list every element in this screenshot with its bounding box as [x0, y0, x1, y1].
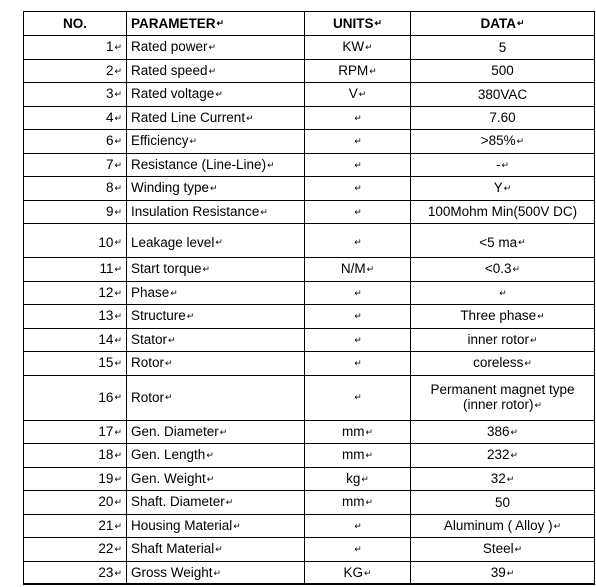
table-row: [24, 420, 595, 444]
paragraph-mark-icon: ↵: [365, 426, 374, 437]
parameter-cell: Rated Line Current↵: [127, 106, 305, 130]
parameter-cell: Gen. Length↵: [127, 444, 305, 468]
paragraph-mark-icon: ↵: [114, 159, 122, 170]
paragraph-mark-icon: ↵: [114, 450, 122, 461]
parameter-cell: Rated speed↵: [127, 59, 305, 83]
paragraph-mark-icon: ↵: [260, 206, 268, 217]
data-cell: 500: [411, 59, 595, 83]
paragraph-mark-icon: ↵: [514, 544, 523, 555]
table-row: [24, 177, 595, 201]
row-number: 3↵: [24, 83, 127, 107]
units-cell: RPM↵: [305, 59, 411, 83]
paragraph-mark-icon: ↵: [363, 567, 372, 578]
units-cell: [305, 130, 411, 154]
parameter-cell: Phase↵: [127, 281, 305, 305]
paragraph-mark-icon: ↵: [369, 65, 377, 76]
paragraph-mark-icon: ↵: [114, 358, 122, 369]
paragraph-mark-icon: ↵: [114, 112, 122, 123]
paragraph-mark-icon: ↵: [358, 89, 367, 100]
paragraph-mark-icon: ↵: [233, 520, 241, 531]
paragraph-mark-icon: ↵: [114, 237, 122, 248]
units-cell: [305, 328, 411, 352]
row-number: 19↵: [24, 467, 127, 491]
paragraph-mark-icon: ↵: [365, 42, 373, 53]
paragraph-mark-icon: ↵: [354, 358, 362, 369]
paragraph-mark-icon: ↵: [114, 183, 122, 194]
paragraph-mark-icon: ↵: [114, 42, 122, 53]
paragraph-mark-icon: ↵: [208, 42, 217, 53]
parameter-cell: Stator↵: [127, 328, 305, 352]
parameter-cell: Winding type↵: [127, 177, 305, 201]
paragraph-mark-icon: ↵: [354, 287, 362, 298]
data-cell: Aluminum ( Alloy )↵: [411, 514, 595, 538]
paragraph-mark-icon: ↵: [114, 136, 122, 147]
units-cell: mm↵: [305, 420, 411, 444]
paragraph-mark-icon: ↵: [208, 65, 217, 76]
paragraph-mark-icon: ↵: [213, 567, 222, 578]
paragraph-mark-icon: ↵: [267, 159, 275, 170]
paragraph-mark-icon: ↵: [354, 159, 362, 170]
data-cell: coreless↵: [411, 352, 595, 376]
paragraph-mark-icon: ↵: [529, 334, 538, 345]
header-row: [24, 12, 595, 36]
table-row: [24, 224, 595, 258]
paragraph-mark-icon: ↵: [114, 567, 122, 578]
row-number: 18↵: [24, 444, 127, 468]
paragraph-mark-icon: ↵: [189, 136, 198, 147]
paragraph-mark-icon: ↵: [354, 183, 362, 194]
paragraph-mark-icon: ↵: [168, 334, 176, 345]
data-cell: >85%↵: [411, 130, 595, 154]
parameter-cell: Leakage level↵: [127, 224, 305, 258]
parameter-cell: Rotor↵: [127, 352, 305, 376]
table-row: [24, 514, 595, 538]
table-row: [24, 130, 595, 154]
paragraph-mark-icon: ↵: [215, 89, 223, 100]
paragraph-mark-icon: ↵: [354, 544, 362, 555]
paragraph-mark-icon: ↵: [210, 183, 218, 194]
paragraph-mark-icon: ↵: [165, 392, 173, 403]
paragraph-mark-icon: ↵: [512, 264, 521, 275]
header-data: DATA↵: [411, 12, 595, 36]
paragraph-mark-icon: ↵: [219, 426, 228, 437]
data-cell: 5: [411, 36, 595, 60]
row-number: 23↵: [24, 561, 127, 585]
paragraph-mark-icon: ↵: [186, 311, 195, 322]
paragraph-mark-icon: ↵: [206, 473, 215, 484]
paragraph-mark-icon: ↵: [354, 237, 362, 248]
paragraph-mark-icon: ↵: [365, 497, 374, 508]
paragraph-mark-icon: ↵: [114, 206, 122, 217]
row-number: 20↵: [24, 491, 127, 515]
table-row: [24, 281, 595, 305]
row-number: 4↵: [24, 106, 127, 130]
paragraph-mark-icon: ↵: [510, 426, 519, 437]
paragraph-mark-icon: ↵: [202, 264, 211, 275]
paragraph-mark-icon: ↵: [354, 206, 362, 217]
spec-table-body: [24, 36, 595, 585]
paragraph-mark-icon: ↵: [553, 520, 562, 531]
row-number: 11↵: [24, 258, 127, 282]
row-number: 16↵: [24, 375, 127, 420]
table-row: [24, 467, 595, 491]
parameter-cell: Insulation Resistance↵: [127, 200, 305, 224]
row-number: 2↵: [24, 59, 127, 83]
parameter-cell: Shaft. Diameter↵: [127, 491, 305, 515]
paragraph-mark-icon: ↵: [225, 497, 234, 508]
parameter-cell: Rotor↵: [127, 375, 305, 420]
table-row: [24, 305, 595, 329]
row-number: 17↵: [24, 420, 127, 444]
units-cell: [305, 224, 411, 258]
units-cell: KG↵: [305, 561, 411, 585]
paragraph-mark-icon: ↵: [518, 237, 526, 248]
row-number: 7↵: [24, 153, 127, 177]
paragraph-mark-icon: ↵: [114, 334, 122, 345]
data-cell: 32↵: [411, 467, 595, 491]
row-number: 22↵: [24, 538, 127, 562]
paragraph-mark-icon: ↵: [361, 473, 369, 484]
data-cell: Y↵: [411, 177, 595, 201]
units-cell: [305, 200, 411, 224]
paragraph-mark-icon: ↵: [114, 473, 122, 484]
parameter-cell: Efficiency↵: [127, 130, 305, 154]
parameter-cell: Structure↵: [127, 305, 305, 329]
paragraph-mark-icon: ↵: [114, 287, 122, 298]
data-cell: <0.3↵: [411, 258, 595, 282]
paragraph-mark-icon: ↵: [206, 450, 214, 461]
paragraph-mark-icon: ↵: [516, 136, 525, 147]
units-cell: mm↵: [305, 491, 411, 515]
paragraph-mark-icon: ↵: [215, 237, 223, 248]
data-cell: 39↵: [411, 561, 595, 585]
data-cell: Three phase↵: [411, 305, 595, 329]
row-number: 10↵: [24, 224, 127, 258]
table-row: [24, 328, 595, 352]
paragraph-mark-icon: ↵: [537, 311, 545, 322]
units-cell: N/M↵: [305, 258, 411, 282]
table-row: [24, 538, 595, 562]
paragraph-mark-icon: ↵: [170, 287, 178, 298]
row-number: 9↵: [24, 200, 127, 224]
table-row: [24, 561, 595, 585]
table-row: [24, 59, 595, 83]
data-cell: 50: [411, 491, 595, 515]
paragraph-mark-icon: ↵: [354, 136, 362, 147]
data-cell: <5 ma↵: [411, 224, 595, 258]
units-cell: mm↵: [305, 444, 411, 468]
parameter-cell: Shaft Material↵: [127, 538, 305, 562]
paragraph-mark-icon: ↵: [354, 112, 362, 123]
paragraph-mark-icon: ↵: [114, 65, 122, 76]
paragraph-mark-icon: ↵: [114, 497, 122, 508]
paragraph-mark-icon: ↵: [534, 399, 543, 410]
row-number: 21↵: [24, 514, 127, 538]
units-cell: [305, 375, 411, 420]
data-cell: inner rotor↵: [411, 328, 595, 352]
parameter-cell: Rated power↵: [127, 36, 305, 60]
paragraph-mark-icon: ↵: [365, 450, 374, 461]
units-cell: [305, 177, 411, 201]
paragraph-mark-icon: ↵: [215, 544, 223, 555]
table-row: [24, 375, 595, 420]
parameter-cell: Rated voltage↵: [127, 83, 305, 107]
row-number: 13↵: [24, 305, 127, 329]
row-number: 15↵: [24, 352, 127, 376]
table-row: [24, 83, 595, 107]
units-cell: [305, 281, 411, 305]
paragraph-mark-icon: ↵: [114, 89, 122, 100]
paragraph-mark-icon: ↵: [114, 544, 122, 555]
data-cell: Steel↵: [411, 538, 595, 562]
table-row: [24, 444, 595, 468]
paragraph-mark-icon: ↵: [524, 358, 532, 369]
paragraph-mark-icon: ↵: [246, 112, 254, 123]
spec-table: [23, 11, 595, 585]
row-number: 1↵: [24, 36, 127, 60]
paragraph-mark-icon: ↵: [114, 311, 122, 322]
data-cell: Permanent magnet type (inner rotor)↵: [411, 375, 595, 420]
paragraph-mark-icon: ↵: [114, 264, 122, 275]
data-cell: 380VAC: [411, 83, 595, 107]
units-cell: [305, 305, 411, 329]
row-number: 14↵: [24, 328, 127, 352]
parameter-cell: Gen. Weight↵: [127, 467, 305, 491]
units-cell: [305, 538, 411, 562]
data-cell: 100Mohm Min(500V DC): [411, 200, 595, 224]
paragraph-mark-icon: ↵: [114, 392, 122, 403]
data-cell: 7.60: [411, 106, 595, 130]
paragraph-mark-icon: ↵: [366, 264, 375, 275]
data-cell: -↵: [411, 153, 595, 177]
units-cell: kg↵: [305, 467, 411, 491]
paragraph-mark-icon: ↵: [499, 287, 507, 298]
units-cell: [305, 106, 411, 130]
paragraph-mark-icon: ↵: [114, 520, 122, 531]
paragraph-mark-icon: ↵: [503, 183, 512, 194]
units-cell: [305, 153, 411, 177]
parameter-cell: Resistance (Line-Line)↵: [127, 153, 305, 177]
units-cell: KW↵: [305, 36, 411, 60]
units-cell: V↵: [305, 83, 411, 107]
units-cell: [305, 514, 411, 538]
parameter-cell: Gen. Diameter↵: [127, 420, 305, 444]
row-number: 12↵: [24, 281, 127, 305]
data-cell: 386↵: [411, 420, 595, 444]
paragraph-mark-icon: ↵: [114, 426, 122, 437]
paragraph-mark-icon: ↵: [354, 334, 362, 345]
paragraph-mark-icon: ↵: [354, 311, 362, 322]
paragraph-mark-icon: ↵: [506, 473, 515, 484]
header-no: NO.: [24, 12, 127, 36]
paragraph-mark-icon: ↵: [501, 159, 510, 170]
paragraph-mark-icon: ↵: [165, 358, 173, 369]
parameter-cell: Start torque↵: [127, 258, 305, 282]
table-row: [24, 36, 595, 60]
table-row: [24, 106, 595, 130]
next-row-border: [23, 583, 594, 587]
parameter-cell: Gross Weight↵: [127, 561, 305, 585]
table-row: [24, 258, 595, 282]
table-row: [24, 352, 595, 376]
units-cell: [305, 352, 411, 376]
paragraph-mark-icon: ↵: [510, 450, 519, 461]
table-row: [24, 491, 595, 515]
row-number: 8↵: [24, 177, 127, 201]
header-parameter: PARAMETER↵: [127, 12, 305, 36]
table-row: [24, 153, 595, 177]
table-row: [24, 200, 595, 224]
paragraph-mark-icon: ↵: [354, 392, 362, 403]
row-number: 6↵: [24, 130, 127, 154]
data-cell: 232↵: [411, 444, 595, 468]
parameter-cell: Housing Material↵: [127, 514, 305, 538]
paragraph-mark-icon: ↵: [354, 520, 362, 531]
paragraph-mark-icon: ↵: [506, 567, 515, 578]
data-cell: [411, 281, 595, 305]
header-units: UNITS↵: [305, 12, 411, 36]
